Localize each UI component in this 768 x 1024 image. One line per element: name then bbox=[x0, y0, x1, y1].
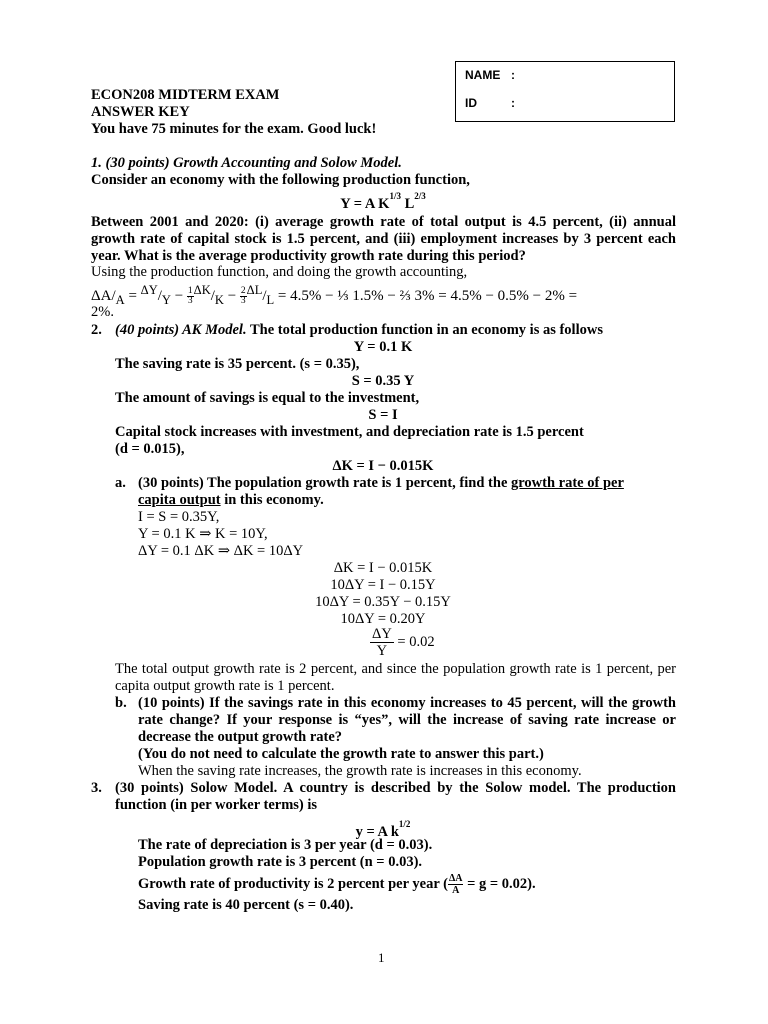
q3-number: 3. bbox=[91, 780, 102, 796]
q2a-line1: I = S = 0.35Y, bbox=[138, 509, 220, 525]
q3-exponent: 1/2 bbox=[398, 819, 411, 829]
q2a-question: (30 points) The population growth rate is 1 percent, find the growth rate of per bbox=[138, 475, 624, 491]
q1-growth-accounting: $\Delta A/_A = ^{\Delta Y}/_Y$ − $\frac{1}{3}$ $^{\Delta K}/_K$ − $\frac{2}{3}$ $^{\Delta L}/_L = 4.5\%$ − ⅓ 1.5% − ⅔ 3% = 4.5% − 0.5% − 2% = bbox=[91, 283, 578, 307]
q2a-calc1: ΔK = I − 0.015K bbox=[333, 560, 433, 576]
q2b-note: (You do not need to calculate the growth rate to answer this part.) bbox=[138, 746, 544, 762]
q2b-label: b. bbox=[115, 695, 127, 711]
q2b-answer: When the saving rate increases, the growth rate is increases in this economy. bbox=[138, 763, 582, 779]
q3-population-growth: Population growth rate is 3 percent (n = 0.03). bbox=[138, 854, 423, 870]
q3-heading: (30 points) Solow Model. A country is described by the Solow model. The production function (in per worker terms) is bbox=[115, 780, 676, 813]
q2a-calc5: $\frac{\Delta Y}{Y}$ = 0.02 bbox=[372, 626, 435, 659]
q2a-calc4: 10ΔY = 0.20Y bbox=[340, 611, 426, 627]
id-colon: : bbox=[511, 96, 515, 110]
q2a-question-cont: capita output in this economy. bbox=[138, 492, 324, 508]
name-label: NAME bbox=[465, 68, 501, 82]
q2-number: 2. bbox=[91, 322, 102, 338]
q1-answer-intro: Using the production function, and doing the growth accounting, bbox=[91, 264, 468, 280]
q2-eq3: S = I bbox=[368, 407, 398, 423]
q2a-conclusion: The total output growth rate is 2 percent, and since the population growth rate is 1 percent, per capita output growth rate is 1 percent. bbox=[115, 661, 676, 694]
q2-capital-text: Capital stock increases with investment, and depreciation rate is 1.5 percent bbox=[115, 424, 584, 440]
q1-paragraph: Between 2001 and 2020: (i) average growth rate of total output is 4.5 percent, (ii) annual growth rate of capital stock is 1.5 percent, and (iii) employment increases by 3 percent each year. What is the average productivity growth rate during this period? bbox=[91, 214, 676, 264]
q2-heading: (40 points) AK Model. The total production function in an economy is as follows bbox=[115, 322, 603, 338]
q1-production-function: Y = A $K^{1/3}$ $L^{2/3}$ bbox=[340, 191, 426, 212]
id-label: ID bbox=[465, 96, 477, 110]
q3-depreciation: The rate of depreciation is 3 per year (d = 0.03). bbox=[138, 837, 433, 853]
q1-exp-k: 1/3 bbox=[389, 191, 401, 201]
q3-productivity-growth: Growth rate of productivity is 2 percent per year ( $\frac{\Delta A}{A}$ = g = 0.02). bbox=[138, 873, 536, 896]
q2-eq1: Y = 0.1 K bbox=[353, 339, 413, 355]
q2a-calc2: 10ΔY = I − 0.15Y bbox=[330, 577, 436, 593]
exam-instructions: You have 75 minutes for the exam. Good luck! bbox=[91, 121, 377, 137]
page-number: 1 bbox=[378, 950, 385, 965]
q2-eq2: S = 0.35 Y bbox=[351, 373, 415, 389]
q2a-line2: Y = 0.1 K ⇒ K = 10Y, bbox=[138, 526, 268, 542]
q2-savings-investment-text: The amount of savings is equal to the investment, bbox=[115, 390, 420, 406]
q2-saving-text: The saving rate is 35 percent. (s = 0.35), bbox=[115, 356, 360, 372]
q2a-line3: ΔY = 0.1 ΔK ⇒ ΔK = 10ΔY bbox=[138, 543, 304, 559]
q2b-question: (10 points) If the savings rate in this economy increases to 45 percent, will the growth rate change? If your response is “yes”, will the increase of saving rate increase or decrease the output growth rate? bbox=[138, 695, 676, 745]
q3-production-function: y = A $k^{1/2}$ bbox=[355, 819, 411, 840]
exam-title: ECON208 MIDTERM EXAM bbox=[91, 87, 280, 103]
q2a-calc3: 10ΔY = 0.35Y − 0.15Y bbox=[315, 594, 451, 610]
name-colon: : bbox=[511, 68, 515, 82]
q2a-label: a. bbox=[115, 475, 126, 491]
q2-depreciation-text: (d = 0.015), bbox=[115, 441, 185, 457]
q1-intro: Consider an economy with the following production function, bbox=[91, 172, 470, 188]
q2-eq4: ΔK = I − 0.015K bbox=[332, 458, 434, 474]
q3-saving-rate: Saving rate is 40 percent (s = 0.40). bbox=[138, 897, 354, 913]
exam-subtitle: ANSWER KEY bbox=[91, 104, 190, 120]
q1-answer-result: 2%. bbox=[91, 304, 114, 320]
q1-heading: 1. (30 points) Growth Accounting and Solow Model. bbox=[91, 155, 402, 171]
q1-exp-l: 2/3 bbox=[414, 191, 426, 201]
name-id-box bbox=[455, 61, 675, 122]
